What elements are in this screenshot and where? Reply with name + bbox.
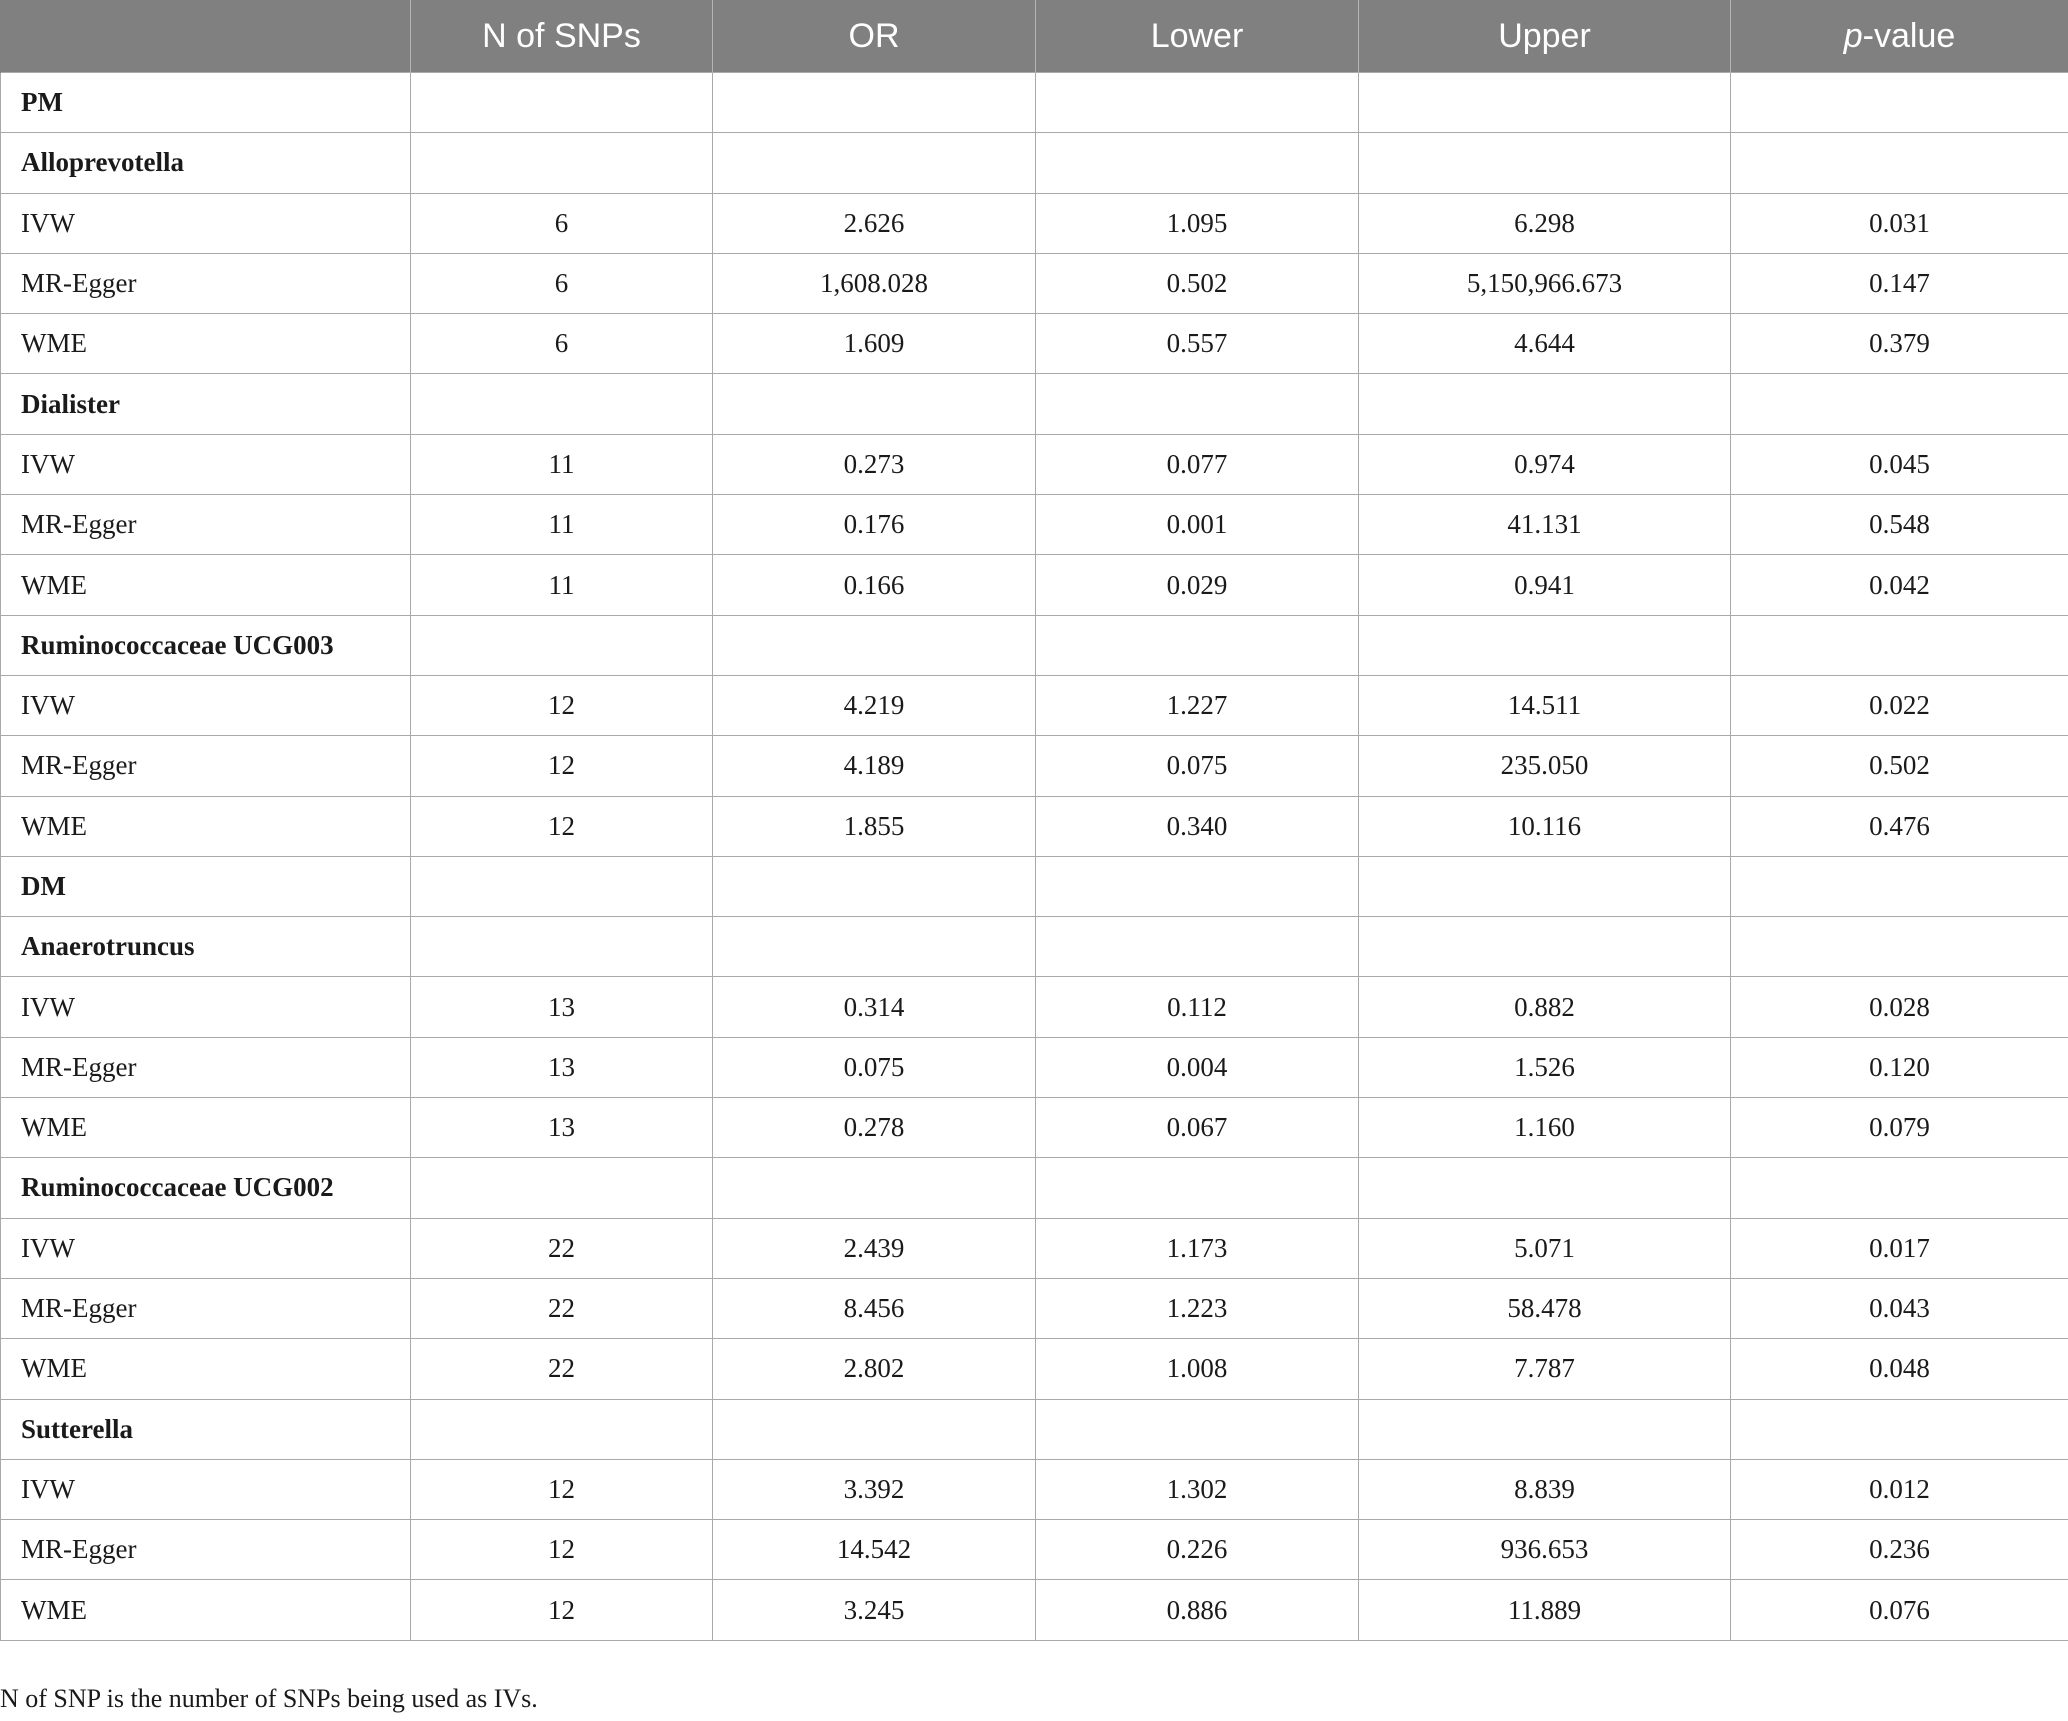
method-label: IVW [1,1459,411,1519]
table-row [1,1580,2068,1640]
p-value-cell: 0.045 [1731,434,2068,494]
or-cell: 0.278 [713,1098,1036,1158]
table-row [1,193,2068,253]
n-snps-cell [411,73,713,133]
n-snps-cell [411,615,713,675]
or-cell: 2.439 [713,1218,1036,1278]
lower-cell: 0.112 [1036,977,1359,1037]
table-row [1,1098,2068,1158]
lower-cell: 0.029 [1036,555,1359,615]
lower-cell: 0.886 [1036,1580,1359,1640]
n-snps-cell: 12 [411,796,713,856]
table-row [1,1218,2068,1278]
table-row [1,1520,2068,1580]
p-value-cell: 0.048 [1731,1339,2068,1399]
p-value-cell: 0.076 [1731,1580,2068,1640]
upper-cell [1359,917,1731,977]
p-value-cell [1731,1158,2068,1218]
section-row [1,856,2068,916]
or-cell: 3.245 [713,1580,1036,1640]
header-p-suffix: -value [1862,16,1956,55]
or-cell: 0.176 [713,495,1036,555]
n-snps-cell: 22 [411,1278,713,1338]
header-lower: Lower [1036,0,1359,73]
n-snps-cell: 12 [411,675,713,735]
upper-cell: 0.941 [1359,555,1731,615]
method-label: WME [1,796,411,856]
upper-cell: 10.116 [1359,796,1731,856]
or-cell [713,1399,1036,1459]
or-cell [713,73,1036,133]
table-row [1,434,2068,494]
method-label: IVW [1,1218,411,1278]
p-value-cell: 0.476 [1731,796,2068,856]
upper-cell: 6.298 [1359,193,1731,253]
upper-cell [1359,856,1731,916]
header-or: OR [713,0,1036,73]
header-upper: Upper [1359,0,1731,73]
table-row [1,977,2068,1037]
table-row [1,796,2068,856]
n-snps-cell: 13 [411,1037,713,1097]
upper-cell [1359,1158,1731,1218]
n-snps-cell: 6 [411,253,713,313]
p-value-cell: 0.042 [1731,555,2068,615]
or-cell: 3.392 [713,1459,1036,1519]
p-value-cell: 0.236 [1731,1520,2068,1580]
p-value-cell [1731,133,2068,193]
lower-cell [1036,73,1359,133]
n-snps-cell: 11 [411,495,713,555]
lower-cell: 1.008 [1036,1339,1359,1399]
p-value-cell: 0.043 [1731,1278,2068,1338]
or-cell: 0.273 [713,434,1036,494]
group-row [1,374,2068,434]
table-row [1,1037,2068,1097]
table-row [1,736,2068,796]
header-p-italic: p [1843,16,1863,55]
n-snps-cell: 12 [411,1520,713,1580]
header-row [1,0,2068,73]
method-label: IVW [1,977,411,1037]
upper-cell: 235.050 [1359,736,1731,796]
table-header [1,0,2068,73]
lower-cell: 1.227 [1036,675,1359,735]
n-snps-cell: 13 [411,1098,713,1158]
group-row [1,615,2068,675]
n-snps-cell: 11 [411,555,713,615]
lower-cell: 0.557 [1036,314,1359,374]
n-snps-cell: 6 [411,193,713,253]
method-label: IVW [1,675,411,735]
upper-cell: 5,150,966.673 [1359,253,1731,313]
upper-cell [1359,615,1731,675]
upper-cell: 41.131 [1359,495,1731,555]
lower-cell: 0.077 [1036,434,1359,494]
method-label: MR-Egger [1,495,411,555]
lower-cell [1036,1158,1359,1218]
table-footnote: N of SNP is the number of SNPs being used as IVs. [0,1684,538,1713]
or-cell [713,856,1036,916]
method-label: IVW [1,434,411,494]
upper-cell [1359,374,1731,434]
p-value-cell: 0.012 [1731,1459,2068,1519]
lower-cell: 1.095 [1036,193,1359,253]
or-cell: 1.855 [713,796,1036,856]
or-cell: 8.456 [713,1278,1036,1338]
section-label: DM [1,856,411,916]
upper-cell: 11.889 [1359,1580,1731,1640]
group-label: Ruminococcaceae UCG002 [1,1158,411,1218]
table-row [1,675,2068,735]
lower-cell [1036,133,1359,193]
p-value-cell [1731,917,2068,977]
method-label: MR-Egger [1,1278,411,1338]
table-row [1,555,2068,615]
p-value-cell [1731,1399,2068,1459]
upper-cell: 1.160 [1359,1098,1731,1158]
group-label: Sutterella [1,1399,411,1459]
n-snps-cell: 22 [411,1339,713,1399]
section-row [1,73,2068,133]
upper-cell: 14.511 [1359,675,1731,735]
p-value-cell [1731,374,2068,434]
upper-cell: 58.478 [1359,1278,1731,1338]
method-label: WME [1,1339,411,1399]
table-row [1,1278,2068,1338]
p-value-cell: 0.031 [1731,193,2068,253]
p-value-cell: 0.022 [1731,675,2068,735]
n-snps-cell [411,1158,713,1218]
lower-cell [1036,856,1359,916]
section-label: PM [1,73,411,133]
or-cell: 1,608.028 [713,253,1036,313]
group-label: Ruminococcaceae UCG003 [1,615,411,675]
n-snps-cell: 22 [411,1218,713,1278]
group-label: Anaerotruncus [1,917,411,977]
method-label: WME [1,1098,411,1158]
header-label-column [1,0,411,73]
method-label: MR-Egger [1,1520,411,1580]
or-cell [713,133,1036,193]
group-row [1,917,2068,977]
upper-cell: 0.974 [1359,434,1731,494]
upper-cell: 936.653 [1359,1520,1731,1580]
p-value-cell: 0.502 [1731,736,2068,796]
p-value-cell [1731,856,2068,916]
upper-cell [1359,1399,1731,1459]
lower-cell [1036,1399,1359,1459]
n-snps-cell: 11 [411,434,713,494]
p-value-cell: 0.028 [1731,977,2068,1037]
method-label: MR-Egger [1,1037,411,1097]
upper-cell: 1.526 [1359,1037,1731,1097]
p-value-cell: 0.120 [1731,1037,2068,1097]
p-value-cell: 0.017 [1731,1218,2068,1278]
method-label: WME [1,555,411,615]
or-cell: 0.314 [713,977,1036,1037]
lower-cell: 0.340 [1036,796,1359,856]
table-row [1,314,2068,374]
table-row [1,1459,2068,1519]
lower-cell [1036,615,1359,675]
or-cell: 4.219 [713,675,1036,735]
or-cell: 1.609 [713,314,1036,374]
group-row [1,133,2068,193]
upper-cell [1359,133,1731,193]
method-label: WME [1,314,411,374]
upper-cell: 0.882 [1359,977,1731,1037]
lower-cell [1036,374,1359,434]
table-body [1,73,2068,1641]
or-cell: 4.189 [713,736,1036,796]
table-row [1,253,2068,313]
or-cell [713,374,1036,434]
lower-cell: 0.001 [1036,495,1359,555]
method-label: WME [1,1580,411,1640]
lower-cell: 0.075 [1036,736,1359,796]
lower-cell: 0.502 [1036,253,1359,313]
n-snps-cell: 12 [411,1580,713,1640]
or-cell: 14.542 [713,1520,1036,1580]
lower-cell: 1.302 [1036,1459,1359,1519]
lower-cell: 0.226 [1036,1520,1359,1580]
lower-cell [1036,917,1359,977]
or-cell: 0.166 [713,555,1036,615]
n-snps-cell [411,1399,713,1459]
upper-cell [1359,73,1731,133]
lower-cell: 0.067 [1036,1098,1359,1158]
or-cell: 0.075 [713,1037,1036,1097]
method-label: IVW [1,193,411,253]
method-label: MR-Egger [1,253,411,313]
upper-cell: 4.644 [1359,314,1731,374]
upper-cell: 5.071 [1359,1218,1731,1278]
group-label: Alloprevotella [1,133,411,193]
upper-cell: 7.787 [1359,1339,1731,1399]
upper-cell: 8.839 [1359,1459,1731,1519]
group-label: Dialister [1,374,411,434]
p-value-cell: 0.147 [1731,253,2068,313]
n-snps-cell: 13 [411,977,713,1037]
n-snps-cell [411,133,713,193]
n-snps-cell: 12 [411,736,713,796]
group-row [1,1399,2068,1459]
p-value-cell: 0.548 [1731,495,2068,555]
table-row [1,1339,2068,1399]
n-snps-cell: 12 [411,1459,713,1519]
or-cell [713,917,1036,977]
n-snps-cell [411,374,713,434]
p-value-cell [1731,615,2068,675]
method-label: MR-Egger [1,736,411,796]
or-cell: 2.802 [713,1339,1036,1399]
n-snps-cell: 6 [411,314,713,374]
or-cell [713,615,1036,675]
header-p-value [1731,0,2068,73]
p-value-cell: 0.079 [1731,1098,2068,1158]
lower-cell: 1.223 [1036,1278,1359,1338]
or-cell [713,1158,1036,1218]
header-n-snps: N of SNPs [411,0,713,73]
n-snps-cell [411,856,713,916]
or-cell: 2.626 [713,193,1036,253]
group-row [1,1158,2068,1218]
p-value-cell [1731,73,2068,133]
lower-cell: 0.004 [1036,1037,1359,1097]
n-snps-cell [411,917,713,977]
p-value-cell: 0.379 [1731,314,2068,374]
lower-cell: 1.173 [1036,1218,1359,1278]
table-row [1,495,2068,555]
